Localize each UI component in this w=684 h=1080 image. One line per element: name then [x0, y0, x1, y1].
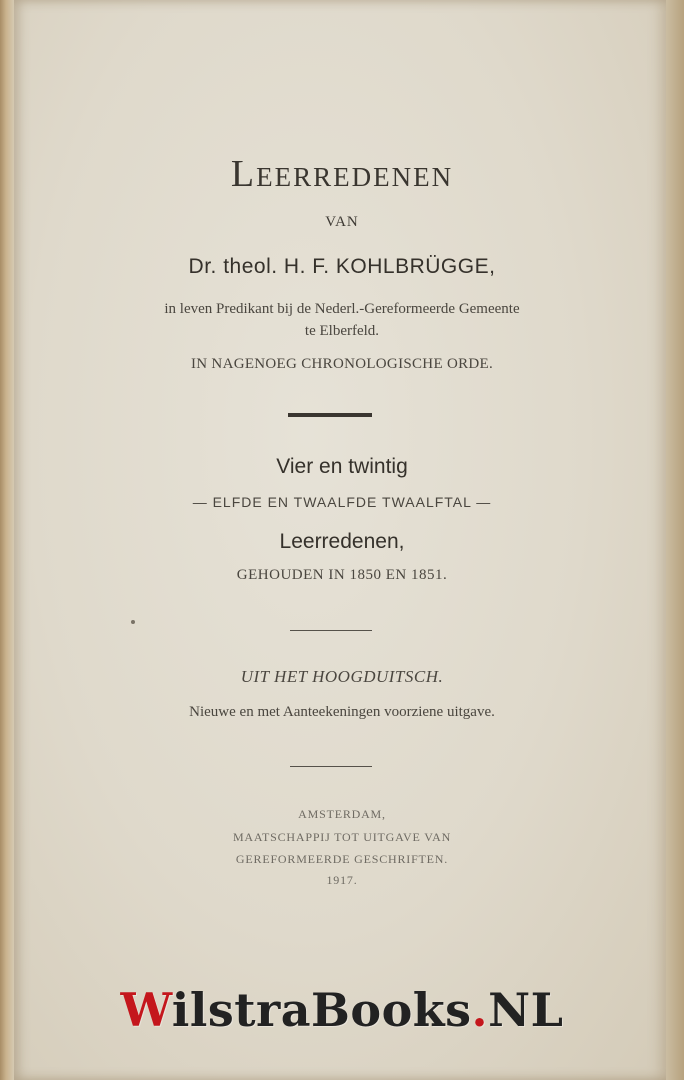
book-title: Leerredenen: [230, 153, 454, 195]
watermark-name: ilstraBooks: [171, 983, 472, 1037]
translation-note: UIT HET HOOGDUITSCH.: [240, 667, 444, 686]
wilstrabooks-watermark: [0, 983, 684, 1037]
thin-divider-bottom: [290, 766, 372, 767]
edition-note: Nieuwe en met Aanteekeningen voorziene uitgave.: [189, 704, 495, 720]
held-years: GEHOUDEN IN 1850 EN 1851.: [236, 567, 448, 583]
watermark-dot: .: [471, 983, 489, 1037]
imprint-city: AMSTERDAM,: [298, 807, 386, 821]
watermark-tld: NL: [488, 983, 564, 1037]
thick-divider: [288, 413, 372, 417]
imprint-publisher-line2: GEREFORMEERDE GESCHRIFTEN.: [235, 852, 449, 866]
series-label: — ELFDE EN TWAALFDE TWAALFTAL —: [192, 494, 492, 510]
author-role-line2: te Elberfeld.: [304, 323, 380, 339]
thin-divider-top: [290, 630, 372, 631]
sermon-count: Vier en twintig: [276, 455, 408, 478]
sermons-label: Leerredenen,: [279, 530, 405, 553]
author-role-line1: in leven Predikant bij de Nederl.-Gereformeerde Gemeente: [164, 301, 520, 317]
imprint-year: 1917.: [326, 873, 358, 887]
watermark-initial: W: [120, 983, 172, 1037]
imprint-publisher-line1: MAATSCHAPPIJ TOT UITGAVE VAN: [232, 830, 452, 844]
order-note: IN NAGENOEG CHRONOLOGISCHE ORDE.: [190, 356, 494, 372]
by-line: VAN: [325, 214, 359, 230]
author-name: Dr. theol. H. F. KOHLBRÜGGE,: [188, 255, 496, 278]
paper-speck: [131, 620, 135, 624]
